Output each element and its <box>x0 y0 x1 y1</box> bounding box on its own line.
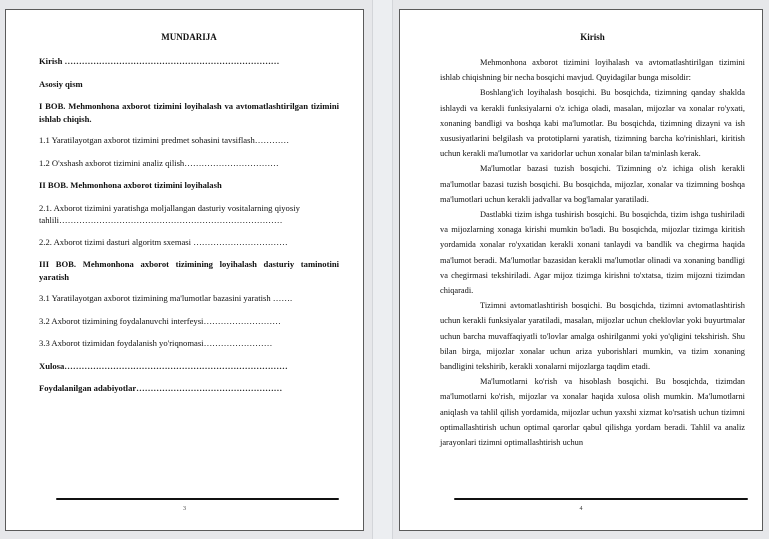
introduction-section <box>440 32 745 450</box>
table-of-contents <box>39 32 339 405</box>
footer-rule <box>56 498 339 500</box>
toc-title: MUNDARIJA <box>161 32 217 42</box>
section-title: Kirish <box>580 32 605 42</box>
toc-entry-bob-3: III BOB. Mehmonhona axborot tizimining loyihalash dasturiy taminotini yaratish <box>39 259 339 282</box>
footer-rule <box>454 498 748 500</box>
page-left <box>5 9 364 531</box>
paragraph: Mehmonhona axborot tizimini loyihalash va avtomatlashtirilgan tizimini ishlab chiqishning bir necha bosqichi mavjud. Quyidagilar bunga misoldir: <box>440 58 745 83</box>
toc-entry-bob-1: I BOB. Mehmonhona axborot tizimini loyihalash va avtomatlashtirilgan tizimini ishlab chiqish. <box>39 101 339 124</box>
toc-entry-1-2: 1.2 O'xshash axborot tizimini analiz qilish…………………………… <box>39 157 279 168</box>
paragraph: Ma'lumotlarni ko'rish va hisoblash bosqichi. Bu bosqichda, tizimdan ma'lumotlarni ko'rish, mijozlar va xonalar haqida xulosa olish mumkin. Ma'lumotlarni aniqlash va tahlil qilish yordamida, mijozlar uchun yaxshi xizmat ko'rsatish uchun tizimni optimallashtirish uchun optimal qarorlar qabul qilishga yordam beradi. Tahlil va analiz jarayonlari tizimni optimallashtirish uchun <box>440 377 745 448</box>
toc-entry-kirish: Kirish ………………………………………………………………… <box>39 56 280 66</box>
toc-entry-xulosa: Xulosa…………………………………………………………………… <box>39 360 288 371</box>
toc-entry-adabiyotlar: Foydalanilgan adabiyotlar…………………………………………… <box>39 383 283 393</box>
paragraph: Tizimni avtomatlashtirish bosqichi. Bu bosqichda, tizimni avtomatlashtirish uchun kerakli funksiyalar yaratiladi, masalan, mijozlar uchun cheklovlar yoki buyurtmalar uchun barcha muvaffaqiyatli to'lovlar amalga oshirilganmi yoki yo'qligini tekshirish. Shu bilan birga, mijozlar xonalar uchun ariza yuborishlari mumkin, va tizim xonaning bandligini tekshirib, kerakli xonalarni mijozlarga taqdim etadi. <box>440 301 745 372</box>
toc-entry-3-1: 3.1 Yaratilayotgan axborot tizimining ma'lumotlar bazasini yaratish ……. <box>39 293 293 303</box>
toc-entry-3-2: 3.2 Axborot tizimining foydalanuvchi interfeysi……………………… <box>39 315 281 326</box>
paragraph: Dastlabki tizim ishga tushirish bosqichi. Bu bosqichda, tizim ishga tushiriladi va mijozlarning xonaga kirishi mumkin bo'ladi. Bu bosqichda, mijozlar tizimga kiritish yordamida xonalar ro'yxatidan kerakli xonani tanlaydi va bandlik va chegirma haqida ma'lumot beradi. Ma'lumotlar bazasidan kerakli ma'lumotlar olinadi va xonaning bandligi va chegirmasi tekshiriladi. Agar mijoz tizimga kirishni to'xtatsa, tizim mijozni tizimdan chiqaradi. <box>440 210 745 296</box>
toc-entry-3-3: 3.3 Axborot tizimidan foydalanish yo'riqnomasi…………………… <box>39 338 273 348</box>
toc-entry-asosiy-qism: Asosiy qism <box>39 78 83 89</box>
page-gutter <box>372 0 393 539</box>
page-number: 3 <box>183 506 186 512</box>
toc-entry-1-1: 1.1 Yaratilayotgan axborot tizimini predmet sohasini tavsiflash………… <box>39 135 290 145</box>
paragraph: Boshlang'ich loyihalash bosqichi. Bu bosqichda, tizimning qanday shaklda ishlaydi va kerakli funksiyalarni o'z ichiga oladi, masalan, mijozlar va xonalar ro'yxati, xonaning bandligi va boshqa kabi ma'lumotlar. Bu bosqichda, tizimning dizayni va ish xususiyatlarini belgilash va prototiplarni yaratish, tizimning barcha ko'rinishlari, kiritish uchun kerakli ma'lumotlar va xaridorlar uchun xonalar bilan ta'minlash kerak. <box>440 88 745 159</box>
toc-entry-2-2: 2.2. Axborot tizimi dasturi algoritm sxemasi …………………………… <box>39 236 288 247</box>
page-number: 4 <box>579 506 583 512</box>
toc-entry-2-1: 2.1. Axborot tizimini yaratishga moljallangan dasturiy vositalarning qiyosiy tahlili…………………………………………………………………… <box>39 202 300 225</box>
page-right <box>399 9 763 531</box>
paragraph: Ma'lumotlar bazasi tuzish bosqichi. Tizimning o'z ichiga olish kerakli ma'lumotlar bazasi tuzish bosqichi. Bu bosqichda, mijozlar, xonalar va tizimning boshqa ma'lumotlari uchun kerakli jadvallar va bog'lamalar yaratiladi. <box>440 164 745 204</box>
toc-entry-bob-2: II BOB. Mehmonhona axborot tizimini loyihalash <box>39 180 222 190</box>
